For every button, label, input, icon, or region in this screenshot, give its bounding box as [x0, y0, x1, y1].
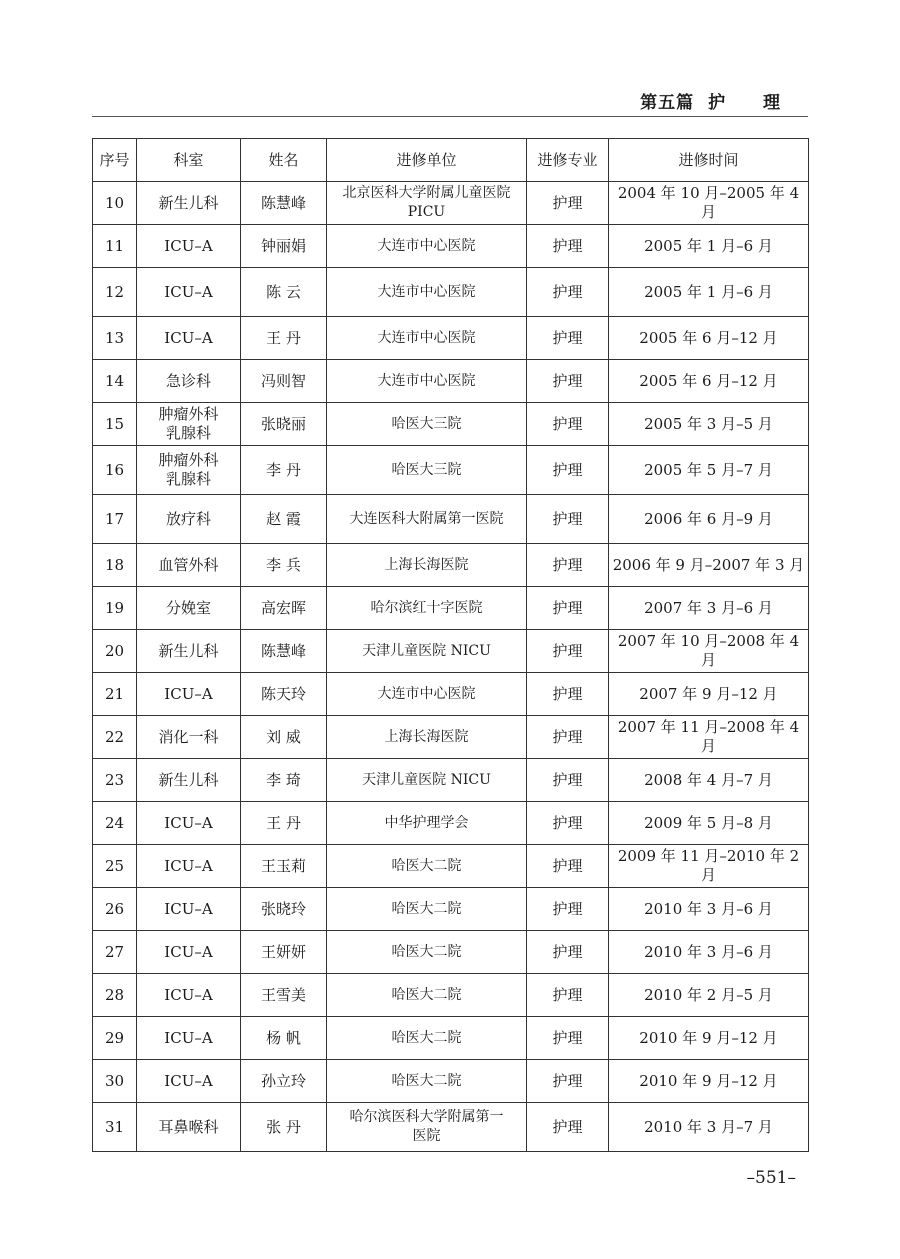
table-row	[93, 759, 809, 802]
cell-major: 护理	[527, 673, 609, 716]
cell-major: 护理	[527, 759, 609, 802]
table-row	[93, 225, 809, 268]
cell-dept: ICU–A	[137, 802, 241, 845]
cell-unit: 大连市中心医院	[327, 673, 527, 716]
cell-major: 护理	[527, 630, 609, 673]
cell-no: 14	[93, 360, 137, 403]
cell-major: 护理	[527, 1017, 609, 1060]
cell-dept: ICU–A	[137, 845, 241, 888]
table-row	[93, 403, 809, 446]
cell-name: 张晓玲	[241, 888, 327, 931]
cell-unit: 大连医科大附属第一医院	[327, 495, 527, 544]
cell-period: 2005 年 6 月–12 月	[609, 360, 809, 403]
cell-dept: ICU–A	[137, 888, 241, 931]
cell-unit: 哈医大二院	[327, 845, 527, 888]
table-row	[93, 716, 809, 759]
cell-major: 护理	[527, 544, 609, 587]
cell-major: 护理	[527, 931, 609, 974]
cell-name: 钟丽娟	[241, 225, 327, 268]
cell-unit: 哈医大二院	[327, 974, 527, 1017]
table-row	[93, 446, 809, 495]
cell-no: 13	[93, 317, 137, 360]
cell-unit: 大连市中心医院	[327, 317, 527, 360]
cell-major: 护理	[527, 1060, 609, 1103]
cell-no: 21	[93, 673, 137, 716]
cell-unit: 哈医大三院	[327, 446, 527, 495]
cell-unit: 上海长海医院	[327, 716, 527, 759]
cell-name: 张 丹	[241, 1103, 327, 1152]
cell-period: 2010 年 3 月–6 月	[609, 888, 809, 931]
cell-name: 李 丹	[241, 446, 327, 495]
table-row	[93, 845, 809, 888]
cell-major: 护理	[527, 225, 609, 268]
cell-dept: 急诊科	[137, 360, 241, 403]
cell-dept: 消化一科	[137, 716, 241, 759]
cell-unit: 中华护理学会	[327, 802, 527, 845]
cell-name: 高宏晖	[241, 587, 327, 630]
cell-major: 护理	[527, 403, 609, 446]
col-header-period: 进修时间	[609, 139, 809, 182]
cell-unit: 哈尔滨红十字医院	[327, 587, 527, 630]
table-row	[93, 495, 809, 544]
table-header-row	[93, 139, 809, 182]
table-row	[93, 888, 809, 931]
cell-major: 护理	[527, 974, 609, 1017]
cell-name: 王 丹	[241, 802, 327, 845]
page-number: –551–	[746, 1168, 796, 1188]
cell-no: 11	[93, 225, 137, 268]
training-records-table	[92, 138, 809, 1152]
table-row	[93, 802, 809, 845]
cell-unit: 大连市中心医院	[327, 268, 527, 317]
cell-unit: 天津儿童医院 NICU	[327, 630, 527, 673]
cell-period: 2008 年 4 月–7 月	[609, 759, 809, 802]
cell-unit: 哈医大二院	[327, 931, 527, 974]
cell-dept: ICU–A	[137, 225, 241, 268]
cell-dept: 血管外科	[137, 544, 241, 587]
cell-no: 10	[93, 182, 137, 225]
cell-no: 19	[93, 587, 137, 630]
table-row	[93, 673, 809, 716]
cell-name: 王雪美	[241, 974, 327, 1017]
cell-major: 护理	[527, 182, 609, 225]
cell-name: 陈 云	[241, 268, 327, 317]
cell-unit: 北京医科大学附属儿童医院 PICU	[327, 182, 527, 225]
cell-period: 2007 年 9 月–12 月	[609, 673, 809, 716]
table-row	[93, 1017, 809, 1060]
cell-dept: ICU–A	[137, 974, 241, 1017]
col-header-no: 序号	[93, 139, 137, 182]
cell-no: 28	[93, 974, 137, 1017]
cell-name: 赵 霞	[241, 495, 327, 544]
cell-dept: 耳鼻喉科	[137, 1103, 241, 1152]
cell-no: 30	[93, 1060, 137, 1103]
cell-no: 17	[93, 495, 137, 544]
cell-unit: 上海长海医院	[327, 544, 527, 587]
cell-major: 护理	[527, 716, 609, 759]
cell-period: 2010 年 9 月–12 月	[609, 1017, 809, 1060]
cell-unit: 哈医大二院	[327, 1017, 527, 1060]
cell-dept: 新生儿科	[137, 759, 241, 802]
cell-no: 12	[93, 268, 137, 317]
cell-unit: 哈医大二院	[327, 1060, 527, 1103]
cell-dept: ICU–A	[137, 673, 241, 716]
col-header-major: 进修专业	[527, 139, 609, 182]
cell-period: 2007 年 10 月–2008 年 4 月	[609, 630, 809, 673]
cell-period: 2010 年 3 月–6 月	[609, 931, 809, 974]
cell-period: 2005 年 1 月–6 月	[609, 268, 809, 317]
col-header-dept: 科室	[137, 139, 241, 182]
cell-dept: 肿瘤外科 乳腺科	[137, 403, 241, 446]
cell-unit: 大连市中心医院	[327, 360, 527, 403]
section-title: 护 理	[708, 93, 796, 113]
cell-dept: 肿瘤外科 乳腺科	[137, 446, 241, 495]
table-row	[93, 1103, 809, 1152]
cell-no: 22	[93, 716, 137, 759]
cell-period: 2005 年 5 月–7 月	[609, 446, 809, 495]
cell-dept: ICU–A	[137, 1017, 241, 1060]
cell-no: 29	[93, 1017, 137, 1060]
cell-period: 2009 年 5 月–8 月	[609, 802, 809, 845]
cell-dept: 分娩室	[137, 587, 241, 630]
cell-unit: 大连市中心医院	[327, 225, 527, 268]
cell-period: 2010 年 9 月–12 月	[609, 1060, 809, 1103]
table-row	[93, 268, 809, 317]
table-row	[93, 182, 809, 225]
cell-dept: ICU–A	[137, 931, 241, 974]
table-row	[93, 544, 809, 587]
cell-no: 18	[93, 544, 137, 587]
cell-period: 2005 年 6 月–12 月	[609, 317, 809, 360]
cell-name: 张晓丽	[241, 403, 327, 446]
cell-no: 24	[93, 802, 137, 845]
cell-major: 护理	[527, 888, 609, 931]
cell-unit: 哈医大二院	[327, 888, 527, 931]
cell-dept: 新生儿科	[137, 630, 241, 673]
table-row	[93, 974, 809, 1017]
table-body	[93, 182, 809, 1152]
col-header-name: 姓名	[241, 139, 327, 182]
header-rule	[92, 116, 808, 117]
cell-major: 护理	[527, 317, 609, 360]
cell-name: 王妍妍	[241, 931, 327, 974]
cell-name: 李 琦	[241, 759, 327, 802]
cell-dept: ICU–A	[137, 317, 241, 360]
cell-name: 陈慧峰	[241, 182, 327, 225]
cell-unit: 哈医大三院	[327, 403, 527, 446]
cell-unit: 天津儿童医院 NICU	[327, 759, 527, 802]
table-row	[93, 630, 809, 673]
col-header-unit: 进修单位	[327, 139, 527, 182]
cell-period: 2010 年 3 月–7 月	[609, 1103, 809, 1152]
cell-dept: ICU–A	[137, 268, 241, 317]
cell-no: 16	[93, 446, 137, 495]
cell-period: 2009 年 11 月–2010 年 2 月	[609, 845, 809, 888]
table-row	[93, 1060, 809, 1103]
cell-major: 护理	[527, 845, 609, 888]
cell-no: 20	[93, 630, 137, 673]
cell-name: 刘 威	[241, 716, 327, 759]
cell-name: 杨 帆	[241, 1017, 327, 1060]
cell-major: 护理	[527, 802, 609, 845]
cell-no: 26	[93, 888, 137, 931]
cell-major: 护理	[527, 360, 609, 403]
table-row	[93, 587, 809, 630]
cell-period: 2007 年 3 月–6 月	[609, 587, 809, 630]
cell-period: 2005 年 1 月–6 月	[609, 225, 809, 268]
cell-no: 15	[93, 403, 137, 446]
running-head	[640, 88, 796, 113]
cell-dept: 新生儿科	[137, 182, 241, 225]
cell-period: 2006 年 6 月–9 月	[609, 495, 809, 544]
cell-name: 李 兵	[241, 544, 327, 587]
cell-period: 2004 年 10 月–2005 年 4 月	[609, 182, 809, 225]
table-row	[93, 360, 809, 403]
table-row	[93, 931, 809, 974]
cell-name: 陈天玲	[241, 673, 327, 716]
cell-major: 护理	[527, 446, 609, 495]
cell-period: 2005 年 3 月–5 月	[609, 403, 809, 446]
cell-period: 2010 年 2 月–5 月	[609, 974, 809, 1017]
cell-dept: ICU–A	[137, 1060, 241, 1103]
part-title: 第五篇	[640, 93, 695, 113]
cell-dept: 放疗科	[137, 495, 241, 544]
cell-major: 护理	[527, 587, 609, 630]
cell-name: 王 丹	[241, 317, 327, 360]
cell-name: 孙立玲	[241, 1060, 327, 1103]
cell-period: 2007 年 11 月–2008 年 4 月	[609, 716, 809, 759]
cell-name: 冯则智	[241, 360, 327, 403]
cell-unit: 哈尔滨医科大学附属第一 医院	[327, 1103, 527, 1152]
cell-major: 护理	[527, 268, 609, 317]
cell-no: 25	[93, 845, 137, 888]
cell-period: 2006 年 9 月–2007 年 3 月	[609, 544, 809, 587]
cell-major: 护理	[527, 495, 609, 544]
cell-no: 31	[93, 1103, 137, 1152]
cell-no: 27	[93, 931, 137, 974]
cell-major: 护理	[527, 1103, 609, 1152]
cell-name: 陈慧峰	[241, 630, 327, 673]
cell-no: 23	[93, 759, 137, 802]
cell-name: 王玉莉	[241, 845, 327, 888]
table-row	[93, 317, 809, 360]
